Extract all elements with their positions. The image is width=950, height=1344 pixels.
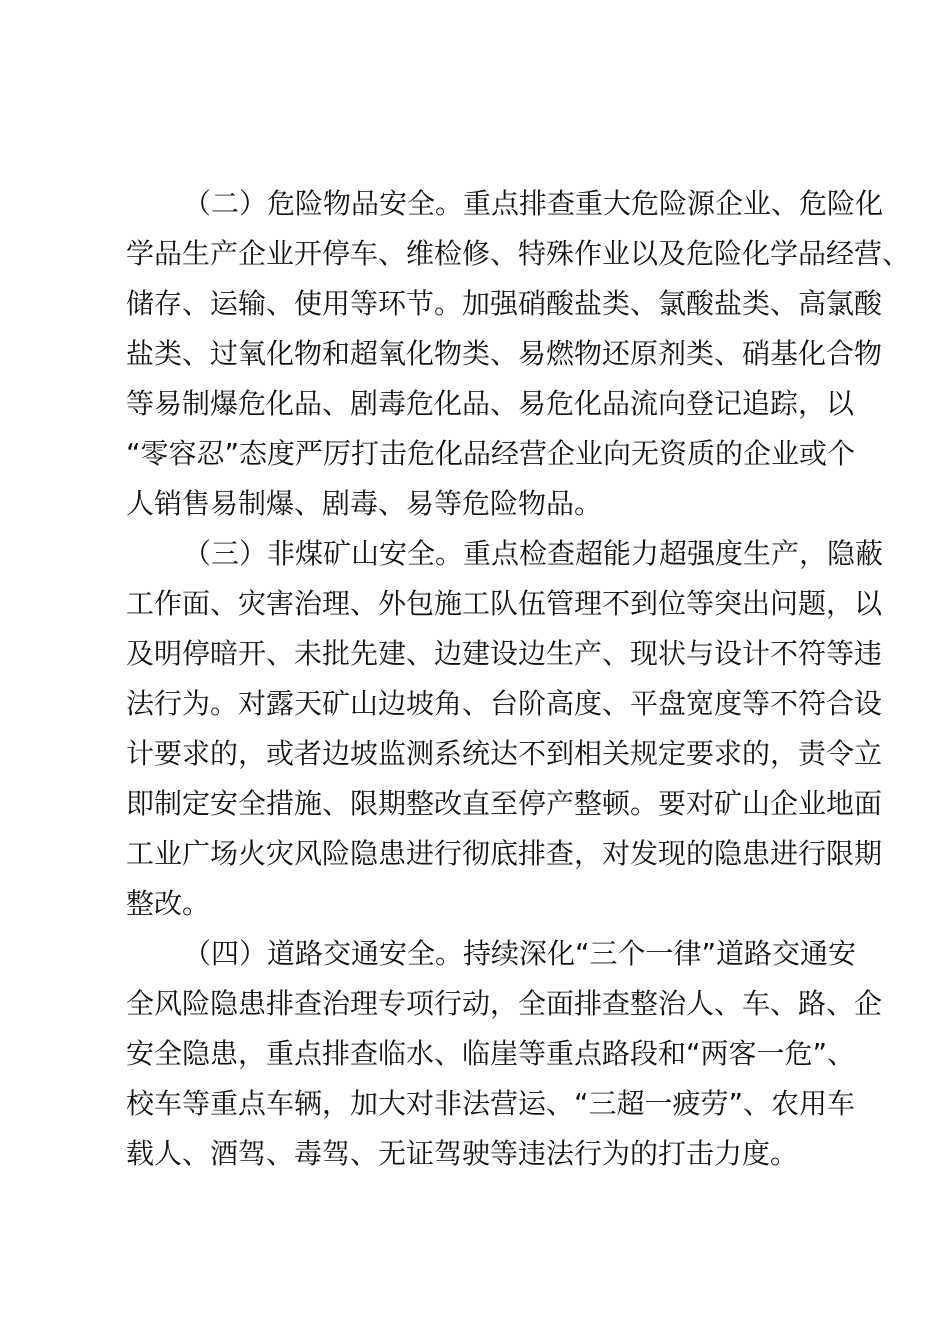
text-line: （三）非煤矿山安全。重点检查超能力超强度生产，隐蔽 (183, 537, 884, 570)
text-line: 法行为。对露天矿山边坡角、台阶高度、平盘宽度等不符合设 (126, 687, 883, 720)
text-line: 及明停暗开、未批先建、边建设边生产、现状与设计不符等违 (126, 637, 883, 670)
text-line: 储存、运输、使用等环节。加强硝酸盐类、氯酸盐类、高氯酸 (126, 287, 883, 320)
text-line: （四）道路交通安全。持续深化“三个一律”道路交通安 (183, 937, 857, 970)
text-line: 人销售易制爆、剧毒、易等危险物品。 (126, 487, 603, 520)
text-line: 校车等重点车辆，加大对非法营运、“三超一疲劳”、农用车 (126, 1087, 856, 1120)
text-line: 计要求的，或者边坡监测系统达不到相关规定要求的，责令立 (126, 737, 883, 770)
text-line: 学品生产企业开停车、维检修、特殊作业以及危险化学品经营、 (126, 237, 911, 270)
text-line: 工作面、灾害治理、外包施工队伍管理不到位等突出问题，以 (126, 587, 883, 620)
text-line: 载人、酒驾、毒驾、无证驾驶等违法行为的打击力度。 (126, 1137, 799, 1170)
text-line: 等易制爆危化品、剧毒危化品、易危化品流向登记追踪，以 (126, 387, 855, 420)
text-line: （二）危险物品安全。重点排查重大危险源企业、危险化 (183, 187, 884, 220)
text-line: 整改。 (126, 887, 211, 920)
text-line: 工业广场火灾风险隐患进行彻底排查，对发现的隐患进行限期 (126, 837, 883, 870)
text-line: 即制定安全措施、限期整改直至停产整顿。要对矿山企业地面 (126, 787, 883, 820)
text-line: 盐类、过氧化物和超氧化物类、易燃物还原剂类、硝基化合物 (126, 337, 883, 370)
text-line: 安全隐患，重点排查临水、临崖等重点路段和“两客一危”、 (126, 1037, 856, 1070)
text-line: “零容忍”态度严厉打击危化品经营企业向无资质的企业或个 (126, 437, 856, 470)
text-line: 全风险隐患排查治理专项行动，全面排查整治人、车、路、企 (126, 987, 883, 1020)
